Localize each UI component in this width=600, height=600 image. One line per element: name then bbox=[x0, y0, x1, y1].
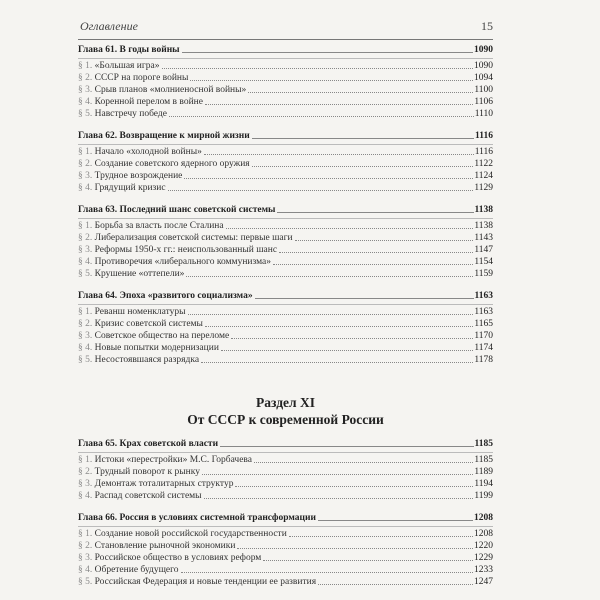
section-entry: § 1. Борьба за власть после Сталина 1138 bbox=[78, 221, 493, 231]
section-entry: § 1. «Большая игра» 1090 bbox=[78, 61, 493, 71]
chapter-66 bbox=[78, 512, 493, 588]
page-number: 15 bbox=[481, 19, 493, 33]
section-entry: § 5. Российская Федерация и новые тенденции ее развития 1247 bbox=[78, 577, 493, 587]
section-entry: § 3. Трудное возрождение 1124 bbox=[78, 171, 493, 181]
section-entry: § 2. Кризис советской системы 1165 bbox=[78, 319, 493, 329]
table-of-contents bbox=[78, 44, 493, 588]
section-entry: § 2. Становление рыночной экономики 1220 bbox=[78, 541, 493, 551]
chapter-heading: Глава 64. Эпоха «развитого социализма» 1163 bbox=[78, 291, 493, 301]
section-entry: § 1. Реванш номенклатуры 1163 bbox=[78, 307, 493, 317]
section-entry: § 5. Навстречу победе 1110 bbox=[78, 109, 493, 119]
running-title: Оглавление bbox=[80, 19, 138, 33]
chapter-heading: Глава 66. Россия в условиях системной трансформации 1208 bbox=[78, 513, 493, 523]
section-entry: § 1. Создание новой российской государственности 1208 bbox=[78, 529, 493, 539]
section-entry: § 5. Крушение «оттепели» 1159 bbox=[78, 269, 493, 279]
section-entry: § 1. Начало «холодной войны» 1116 bbox=[78, 147, 493, 157]
section-entry: § 4. Коренной перелом в войне 1106 bbox=[78, 97, 493, 107]
chapter-heading: Глава 61. В годы войны 1090 bbox=[78, 45, 493, 55]
section-entry: § 4. Распад советской системы 1199 bbox=[78, 491, 493, 501]
section-entry: § 5. Несостоявшаяся разрядка 1178 bbox=[78, 355, 493, 365]
section-entry: § 4. Грядущий кризис 1129 bbox=[78, 183, 493, 193]
section-entry: § 3. Срыв планов «молниеносной войны» 1100 bbox=[78, 85, 493, 95]
chapter-65 bbox=[78, 438, 493, 502]
part-heading bbox=[78, 394, 493, 428]
chapter-heading: Глава 65. Крах советской власти 1185 bbox=[78, 439, 493, 449]
chapter-64 bbox=[78, 290, 493, 366]
section-entry: § 3. Российское общество в условиях реформ 1229 bbox=[78, 553, 493, 563]
part-subtitle: От СССР к современной России bbox=[187, 412, 384, 427]
section-entry: § 2. Трудный поворот к рынку 1189 bbox=[78, 467, 493, 477]
section-entry: § 4. Обретение будущего 1233 bbox=[78, 565, 493, 575]
section-entry: § 4. Противоречия «либерального коммунизма» 1154 bbox=[78, 257, 493, 267]
section-entry: § 2. СССР на пороге войны 1094 bbox=[78, 73, 493, 83]
part-title: Раздел XI bbox=[256, 395, 315, 410]
section-entry: § 4. Новые попытки модернизации 1174 bbox=[78, 343, 493, 353]
section-entry: § 3. Реформы 1950-х гг.: неиспользованный шанс 1147 bbox=[78, 245, 493, 255]
section-entry: § 1. Истоки «перестройки» М.С. Горбачева 1185 bbox=[78, 455, 493, 465]
section-entry: § 3. Демонтаж тоталитарных структур 1194 bbox=[78, 479, 493, 489]
chapter-heading: Глава 62. Возвращение к мирной жизни 1116 bbox=[78, 131, 493, 141]
section-entry: § 3. Советское общество на переломе 1170 bbox=[78, 331, 493, 341]
chapter-61 bbox=[78, 44, 493, 120]
section-entry: § 2. Либерализация советской системы: первые шаги 1143 bbox=[78, 233, 493, 243]
chapter-63 bbox=[78, 204, 493, 280]
page-header bbox=[78, 19, 493, 40]
section-entry: § 2. Создание советского ядерного оружия 1122 bbox=[78, 159, 493, 169]
chapter-heading: Глава 63. Последний шанс советской системы 1138 bbox=[78, 205, 493, 215]
chapter-62 bbox=[78, 130, 493, 194]
